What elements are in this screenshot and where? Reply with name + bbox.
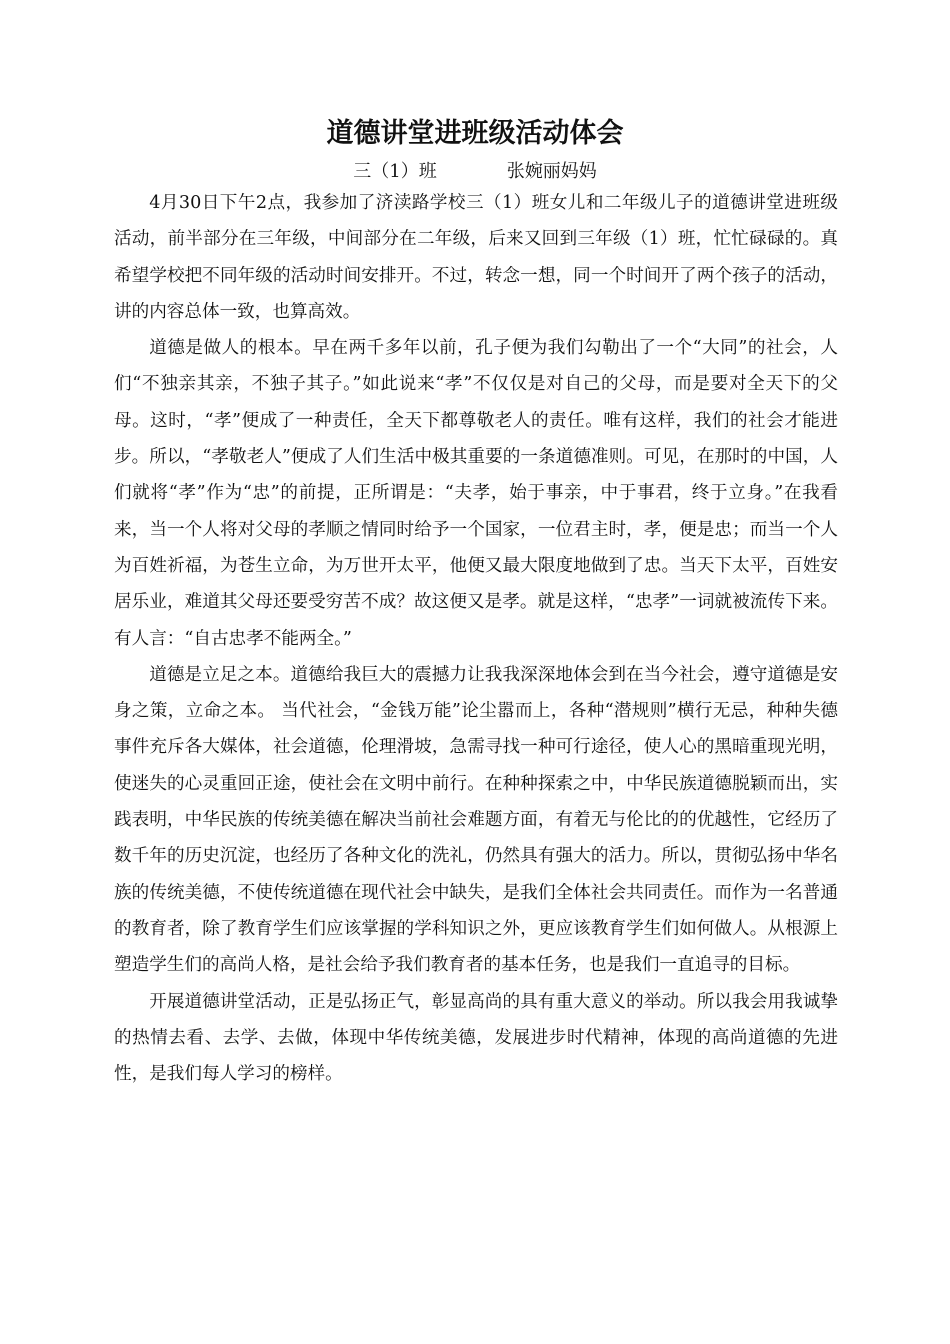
document-title: 道德讲堂进班级活动体会 (326, 118, 624, 149)
document-body (114, 185, 838, 1092)
byline-class: 三（1）班 (353, 161, 437, 182)
paragraph-1: 4月30日下午2点，我参加了济渎路学校三（1）班女儿和二年级儿子的道德讲堂进班级活动，前半部分在三年级，中间部分在二年级，后来又回到三年级（1）班，忙忙碌碌的。真希望学校把不同年级的活动时间安排开。不过，转念一想，同一个时间开了两个孩子的活动，讲的内容总体一致，也算高效。 (114, 193, 838, 322)
paragraph-3: 道德是立足之本。道德给我巨大的震撼力让我我深深地体会到在当今社会，遵守道德是安身之策，立命之本。 当代社会，“金钱万能”论尘嚣而上，各种“潜规则”横行无忌，种种失德事件充斥各大媒体，社会道德，伦理滑坡，急需寻找一种可行途径，使人心的黑暗重现光明，使迷失的心灵重回正途，使社会在文明中前行。在种种探索之中，中华民族道德脱颖而出，实践表明，中华民族的传统美德在解决当前社会难题方面，有着无与伦比的的优越性，它经历了数千年的历史沉淀，也经历了各种文化的洗礼，仍然具有强大的活力。所以，贯彻弘扬中华名族的传统美德，不使传统道德在现代社会中缺失，是我们全体社会共同责任。而作为一名普通的教育者，除了教育学生们应该掌握的学科知识之外，更应该教育学生们如何做人。从根源上塑造学生们的高尚人格，是社会给予我们教育者的基本任务，也是我们一直追寻的目标。 (114, 664, 838, 976)
byline (0, 159, 950, 185)
paragraph-4: 开展道德讲堂活动，正是弘扬正气，彰显高尚的具有重大意义的举动。所以我会用我诚挚的热情去看、去学、去做，体现中华传统美德，发展进步时代精神，体现的高尚道德的先进性，是我们每人学习的榜样。 (114, 991, 838, 1085)
byline-author: 张婉丽妈妈 (506, 161, 597, 182)
paragraph-2: 道德是做人的根本。早在两千多年以前，孔子便为我们勾勒出了一个“大同”的社会，人们“不独亲其亲，不独子其子。”如此说来“孝”不仅仅是对自己的父母，而是要对全天下的父母。这时，“孝”便成了一种责任，全天下都尊敬老人的责任。唯有这样，我们的社会才能进步。所以，“孝敬老人”便成了人们生活中极其重要的一条道德准则。可见，在那时的中国，人们就将“孝”作为“忠”的前提，正所谓是：“夫孝，始于事亲，中于事君，终于立身。”在我看来，当一个人将对父母的孝顺之情同时给予一个国家，一位君主时，孝，便是忠；而当一个人为百姓祈福，为苍生立命，为万世开太平，他便又最大限度地做到了忠。当天下太平，百姓安居乐业，难道其父母还要受穷苦不成？故这便又是孝。就是这样，“忠孝”一词就被流传下来。有人言：“自古忠孝不能两全。” (114, 338, 838, 649)
